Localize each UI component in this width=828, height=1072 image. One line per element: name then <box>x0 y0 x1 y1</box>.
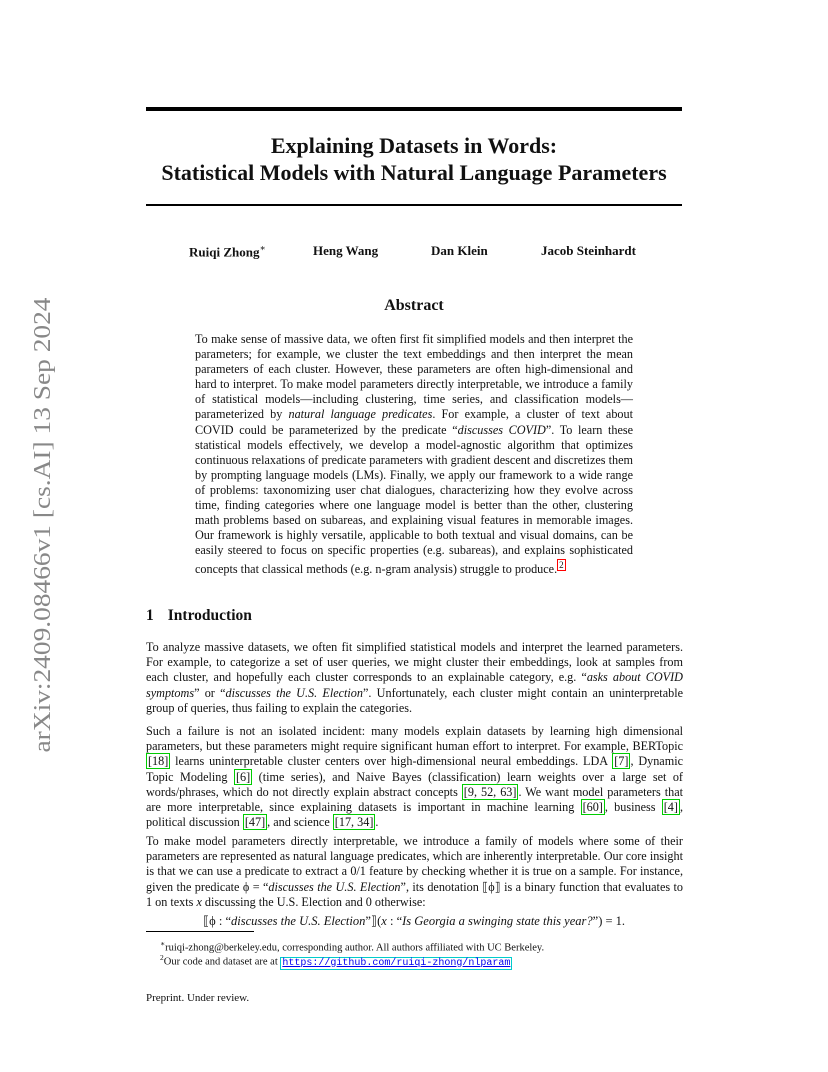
abstract-body: To make sense of massive data, we often first fit simplified models and then interpret the parameters; for example, we cluster the text embeddings and then interpret the mean parameters of each cluster. However, these parameters are often high-dimensional and hard to interpret. To make model parameters directly interpretable, we introduce a family of statistical models—including clustering, time series, and classification models—parameterized by natural language predicates. For example, a cluster of text about COVID could be parameterized by the predicate “discusses COVID”. To learn these statistical models effectively, we develop a model-agnostic algorithm that optimizes continuous relaxations of predicate parameters with gradient descent and discretizes them by prompting language models (LMs). Finally, we apply our framework to a wide range of problems: taxonomizing user chat dialogues, characterizing how they evolve across time, finding categories where one language model is better than the other, clustering math problems based on subareas, and explaining visual features in memorable images. Our framework is highly versatile, applicable to both textual and visual domains, can be easily steered to focus on specific properties (e.g. subareas), and explains sophisticated concepts that classical methods (e.g. n-gram analysis) struggle to produce. $^2$ <box>195 332 634 577</box>
citation-link[interactable]: [9, 52, 63] <box>463 784 517 799</box>
github-repo-link[interactable]: https://github.com/ruiqi-zhong/nlparam <box>282 957 511 969</box>
intro-paragraph-1: To analyze massive datasets, we often fit simplified statistical models and interpret the learned parameters. For example, to categorize a set of user queries, we might cluster their embeddings, look at samples from each cluster, and hopefully each cluster corresponds to an explainable category, e.g. “asks about COVID symptoms” or “discusses the U.S. Election”. Unfortunately, each cluster might contain an uninterpretable group of queries, thus failing to explain the categories. <box>146 640 683 715</box>
footnote-link-2[interactable]: 2 <box>559 560 564 571</box>
title-top-rule <box>146 107 682 111</box>
section-number: 1 <box>146 607 154 624</box>
title-line-1: Explaining Datasets in Words: <box>270 133 558 158</box>
citation-link[interactable]: [18] <box>148 754 169 769</box>
denotation-equation: ⟦ϕ : “discusses the U.S. Election”⟧(x : “Is Georgia a swinging state this year?”) = 1. <box>202 914 626 928</box>
citation-link[interactable]: [7] <box>614 754 629 769</box>
citation-link[interactable]: [17, 34] <box>334 815 374 830</box>
citation-link[interactable]: [60] <box>582 800 603 815</box>
abstract-heading: Abstract <box>384 297 444 314</box>
citation-link[interactable]: [4] <box>663 800 678 815</box>
footnote-rule <box>146 931 254 932</box>
arxiv-identifier-text: arXiv:2409.08466v1 [cs.AI] 13 Sep 2024 <box>30 353 56 753</box>
intro-paragraph-2: Such a failure is not an isolated incident: many models explain datasets by learning high dimensional parameters, but these parameters might require significant human effort to interpret. For example, BERTopic [18] learns uninterpretable cluster centers over high-dimensional neural embeddings. LDA [7] , Dynamic Topic Modeling [6] (time series), and Naive Bayes (classification) learn weights over a large set of words/phrases, which do not directly explain abstract concepts [9, 52, 63] . We want model parameters that are more interpretable, since explaining datasets is important in machine learning [60] , business [4] , political discussion [47] , and science [17, 34] . <box>146 724 683 830</box>
author-1: Ruiqi Zhong∗ <box>189 243 266 260</box>
author-2: Heng Wang <box>313 243 379 258</box>
preprint-note: Preprint. Under review. <box>146 992 250 1004</box>
title-bottom-rule <box>146 204 682 206</box>
paper-title <box>100 132 728 186</box>
citation-link[interactable]: [47] <box>244 815 266 830</box>
arxiv-identifier-stamp <box>20 295 60 755</box>
author-3: Dan Klein <box>431 243 488 258</box>
section-title: Introduction <box>167 607 252 624</box>
footnote-2: $^2$Our code and dataset are at https://github.com/ruiqi-zhong/nlparam <box>160 953 511 969</box>
section-heading-introduction <box>146 607 252 625</box>
footnote-1: ∗ruiqi-zhong@berkeley.edu, corresponding author. All authors affiliated with UC Berkeley. <box>160 939 545 954</box>
intro-paragraph-3: To make model parameters directly interpretable, we introduce a family of models where some of their parameters are represented as natural language predicates, which are inherently interpretable. Our core insight is that we can use a predicate to extract a 0/1 feature by checking whether it is true on a sample. For instance, given the predicate ϕ = “discusses the U.S. Election”, its denotation ⟦ϕ⟧ is a binary function that evaluates to 1 on texts x discussing the U.S. Election and 0 otherwise: <box>146 834 683 909</box>
author-4: Jacob Steinhardt <box>541 243 636 258</box>
citation-link[interactable]: [6] <box>235 769 251 784</box>
title-line-2: Statistical Models with Natural Language Parameters <box>161 160 667 185</box>
